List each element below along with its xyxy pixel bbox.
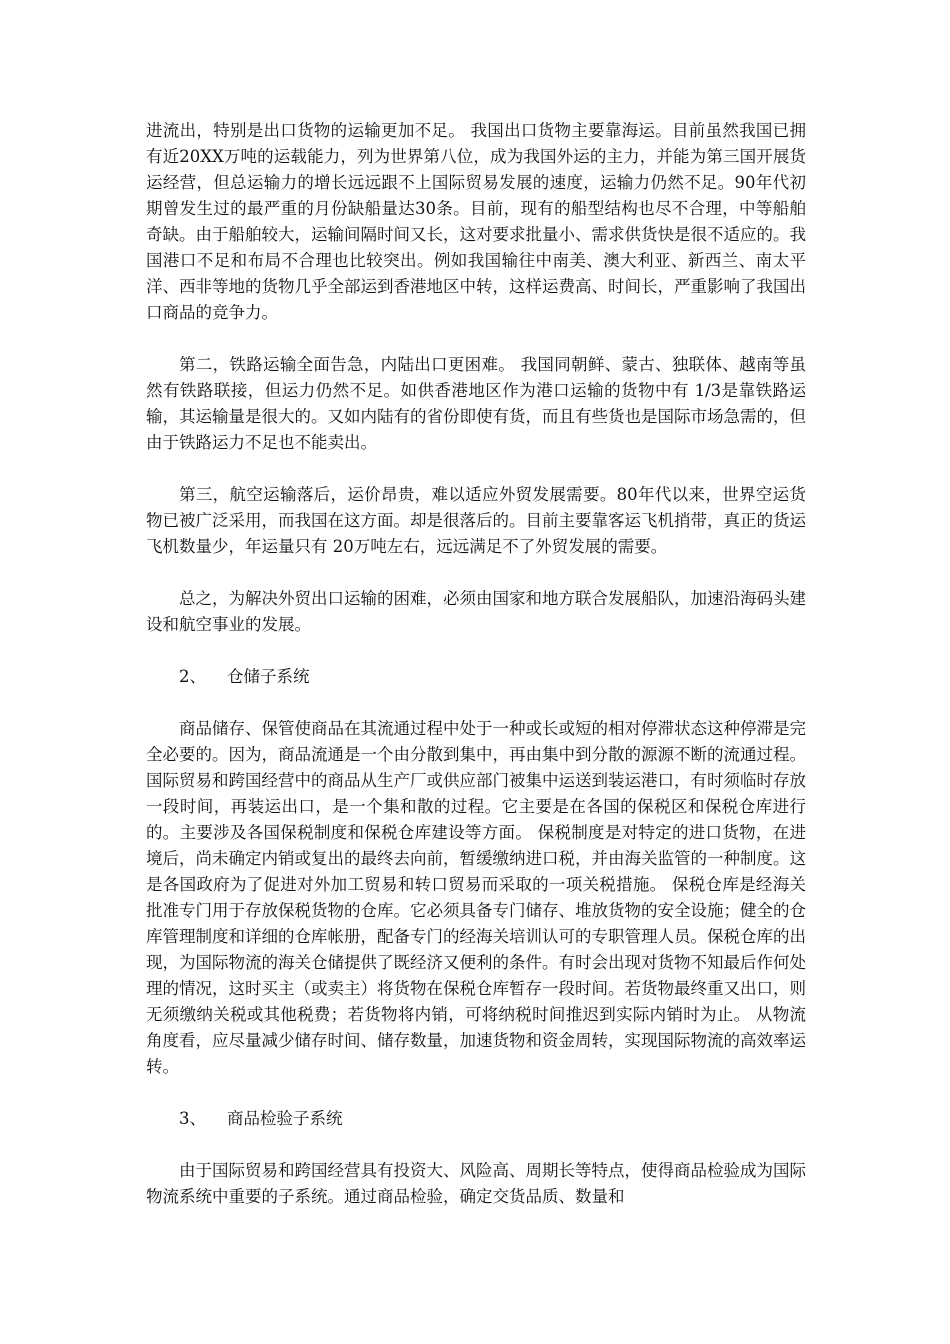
paragraph-export-transport: 进流出，特别是出口货物的运输更加不足。 我国出口货物主要靠海运。目前虽然我国已拥有近20XX万吨的运载能力，列为世界第八位，成为我国外运的主力，并能为第三国开展货运经营，但总运输力的增长远远跟不上国际贸易发展的速度，运输力仍然不足。90年代初期曾发生过的最严重的月份缺船量达30条。目前，现有的船型结构也尽不合理，中等船舶奇缺。由于船舶较大，运输间隔时间又长，这对要求批量小、需求供货快是很不适应的。我国港口不足和布局不合理也比较突出。例如我国输往中南美、澳大利亚、新西兰、南太平洋、西非等地的货物几乎全部运到香港地区中转，这样运费高、时间长，严重影响了我国出口商品的竞争力。 bbox=[146, 121, 806, 322]
section-number: 3、 bbox=[179, 1109, 206, 1128]
section-heading-inspection bbox=[146, 1106, 806, 1132]
section-heading-storage bbox=[146, 664, 806, 690]
section-title: 仓储子系统 bbox=[227, 667, 310, 686]
document-body bbox=[146, 118, 806, 1236]
paragraph-storage-system: 商品储存、保管使商品在其流通过程中处于一种或长或短的相对停滞状态这种停滞是完全必要的。因为，商品流通是一个由分散到集中，再由集中到分散的源源不断的流通过程。国际贸易和跨国经营中的商品从生产厂或供应部门被集中运送到装运港口，有时须临时存放一段时间，再装运出口，是一个集和散的过程。它主要是在各国的保税区和保税仓库进行的。主要涉及各国保税制度和保税仓库建设等方面。 保税制度是对特定的进口货物，在进境后，尚未确定内销或复出的最终去向前，暂缓缴纳进口税，并由海关监管的一种制度。这是各国政府为了促进对外加工贸易和转口贸易而采取的一项关税措施。 保税仓库是经海关批准专门用于存放保税货物的仓库。它必须具备专门储存、堆放货物的安全设施；健全的仓库管理制度和详细的仓库帐册，配备专门的经海关培训认可的专职管理人员。保税仓库的出现，为国际物流的海关仓储提供了既经济又便利的条件。有时会出现对货物不知最后作何处理的情况，这时买主（或卖主）将货物在保税仓库暂存一段时间。若货物最终重又出口，则无须缴纳关税或其他税费；若货物将内销，可将纳税时间推迟到实际内销时为止。 从物流角度看，应尽量减少储存时间、储存数量，加速货物和资金周转，实现国际物流的高效率运转。 bbox=[146, 719, 806, 1076]
paragraph-summary: 总之，为解决外贸出口运输的困难，必须由国家和地方联合发展船队，加速沿海码头建设和航空事业的发展。 bbox=[146, 589, 806, 634]
paragraph-air-transport: 第三，航空运输落后，运价昂贵，难以适应外贸发展需要。80年代以来，世界空运货物已被广泛采用，而我国在这方面。却是很落后的。目前主要靠客运飞机捎带，真正的货运飞机数量少，年运量只有 20万吨左右，远远满足不了外贸发展的需要。 bbox=[146, 485, 806, 556]
section-number: 2、 bbox=[179, 667, 206, 686]
section-title: 商品检验子系统 bbox=[227, 1109, 343, 1128]
paragraph-inspection-system: 由于国际贸易和跨国经营具有投资大、风险高、周期长等特点，使得商品检验成为国际物流系统中重要的子系统。通过商品检验，确定交货品质、数量和 bbox=[146, 1161, 806, 1206]
paragraph-railway-transport: 第二，铁路运输全面告急，内陆出口更困难。 我国同朝鲜、蒙古、独联体、越南等虽然有铁路联接，但运力仍然不足。如供香港地区作为港口运输的货物中有 1/3是靠铁路运输，其运输量是很大的。又如内陆有的省份即使有货，而且有些货也是国际市场急需的，但由于铁路运力不足也不能卖出。 bbox=[146, 355, 806, 452]
